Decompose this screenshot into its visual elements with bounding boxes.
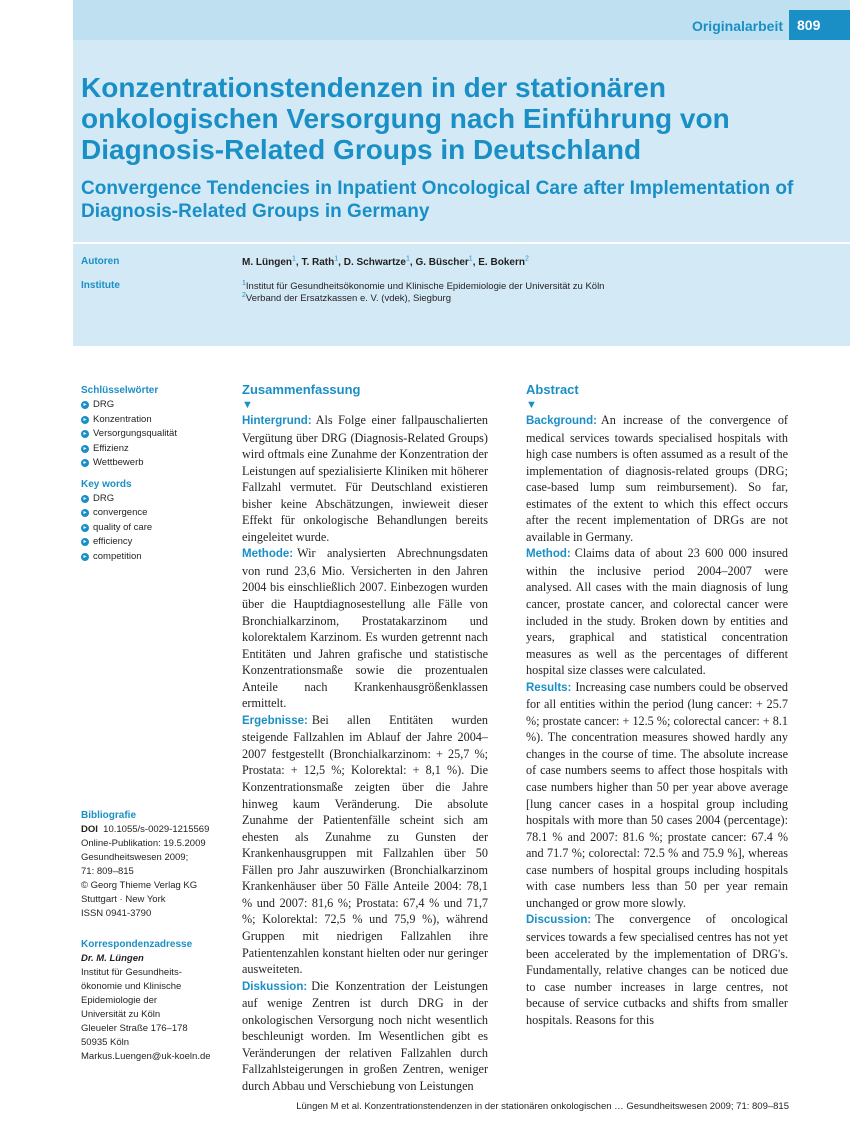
correspondence-line: Universität zu Köln — [81, 1009, 161, 1020]
abstract-paragraph — [242, 712, 488, 978]
paragraph-lead: Diskussion: — [242, 980, 308, 993]
correspondence-line: 50935 Köln — [81, 1037, 130, 1048]
keyword-text: quality of care — [93, 521, 153, 533]
paragraph-text: Wir analysierten Abrechnungsdaten von rund 23,6 Mio. Versicherten in den Jahren 2004 bis einschließlich 2007. Einbezogen wurden über die Hauptdiagnosestellung alle Fälle von Bronchialkarzinom, Prostatakarzinom und kolorektalem Karzinom. Es wurden getrennt nach Entitäten und Jahren grafische und statistische Konzentrationsmaße sowie die prozentualen Anteile nach Krankenhausgrößenklassen ermittelt. — [242, 546, 488, 711]
keyword-item — [81, 506, 231, 521]
page-number: 809 — [789, 10, 850, 40]
author: T. Rath$^1$, — [301, 256, 344, 269]
keyword-text: competition — [93, 550, 142, 562]
section-label: Originalarbeit — [691, 18, 783, 34]
author: E. Bokern$^2$ — [478, 256, 529, 269]
affiliation: $^2$Verband der Ersatzkassen e. V. (vdek), Siegburg — [242, 292, 451, 305]
keyword-text: Versorgungsqualität — [93, 428, 177, 440]
bibliography-block — [81, 809, 231, 921]
paragraph-text: An increase of the convergence of medical services towards specialised hospitals with high case numbers is often assumed as a result of the implementation of diagnosis-related groups (DRG; case-based lump sum reimbursement). So far, estimates of the extent to which this effect occurs after the recent implementation of DRGs are not available in Germany. — [526, 413, 788, 544]
abstract-column — [526, 381, 788, 1028]
abstract-paragraph — [526, 545, 788, 678]
paragraph-lead: Ergebnisse: — [242, 714, 308, 727]
keyword-item — [81, 398, 231, 413]
keyword-text: Effizienz — [93, 442, 129, 454]
triangle-down-icon: ▼ — [526, 399, 537, 411]
correspondence-line: Epidemiologie der — [81, 995, 158, 1006]
keywords-block — [81, 384, 231, 564]
author: M. Lüngen$^1$, — [242, 256, 302, 269]
paragraph-lead: Method: — [526, 548, 571, 561]
correspondence-name: Dr. M. Lüngen — [81, 953, 144, 964]
paragraph-text: Claims data of about 23 600 000 insured within the inclusive period 2004–2007 were analysed. All cases with the main diagnosis of lung cancer, prostate cancer, and colorectal cancer were included in the study. Broken down by entities and years, graphical and statistical concentration measures as well as the percentages of different hospital size classes were calculated. — [526, 546, 788, 678]
correspondence-block — [81, 938, 231, 1064]
bullet-icon: ▸ — [81, 495, 89, 503]
keyword-text: Wettbewerb — [93, 457, 144, 469]
paragraph-text: The convergence of oncological services towards a few specialised centres has not yet been accelerated by the implementation of DRG's. Fundamentally, relative changes can be noticed due to case number increases in large centres, not because of service cutbacks and shifts from smaller hospitals. Reasons for this — [526, 912, 788, 1027]
header-band — [73, 0, 850, 346]
correspondence-line: Gleueler Straße 176–178 — [81, 1023, 188, 1034]
bibliography-line: © Georg Thieme Verlag KG — [81, 880, 198, 891]
bibliography-line: ISSN 0941-3790 — [81, 908, 152, 919]
author: G. Büscher$^1$, — [415, 256, 479, 269]
authors-list — [242, 256, 529, 268]
bullet-icon: ▸ — [81, 509, 89, 517]
title-english: Convergence Tendencies in Inpatient Oncological Care after Implementation of Diagnosis-Related Groups in Germany — [81, 178, 794, 222]
abstract-heading: Abstract — [526, 382, 579, 397]
keywords-de-label: Schlüsselwörter — [81, 385, 159, 396]
keyword-item — [81, 535, 231, 550]
doi-line: DOI 10.1055/s-0029-1215569 — [81, 824, 210, 835]
keyword-text: convergence — [93, 507, 148, 519]
paragraph-text: Bei allen Entitäten wurden steigende Fallzahlen im Ablauf der Jahre 2004–2007 festgestellt (Bronchialkarzinom: + 25,7 %; Prostata: + 12,5 %; Kolorektal: + 8,1 %). Die Konzentrationsmaße zeigten über die Jahre hinweg kaum Veränderung. Die absolute Zunahme der Patientenfälle scheint sich am ehesten als Zunahme zu Gunsten der Krankenhausgruppen mit Fallzahlen über 50 Fällen pro Jahr auszuwirken (Bronchialkarzinom Krankenhäuser über 50 Fälle Anteile 2004: 78,1 % und 2007: 81,6 %; Prostata: 67,4 % und 71,7 %; Kolorektal: 72,5 % und 75,9 %), während Gruppen mit niedrigen Fallzahlen ihre Patientenzahlen konstant hielten oder nur geringer ausweiteten. — [242, 712, 488, 977]
abstract-paragraph — [242, 978, 488, 1095]
correspondence-line: ökonomie und Klinische — [81, 981, 182, 992]
paragraph-lead: Results: — [526, 681, 572, 694]
bibliography-label: Bibliografie — [81, 810, 137, 821]
triangle-down-icon: ▼ — [242, 399, 253, 411]
bullet-icon: ▸ — [81, 553, 89, 561]
keyword-text: DRG — [93, 399, 115, 411]
paragraph-lead: Discussion: — [526, 914, 592, 927]
paragraph-text: Die Konzentration der Leistungen auf wenige Zentren ist durch DRG in der onkologischen Versorgung noch nicht wesentlich beschleunigt worden. Im Wesentlichen gibt es Veränderungen der relativen Fallzahlen durch Fallzahlsteigerungen in großen Zentren, weniger durch Abbau und Verschiebung von Leistungen — [242, 978, 488, 1093]
abstract-paragraph — [526, 412, 788, 545]
zusammenfassung-column — [242, 381, 488, 1094]
keyword-item — [81, 413, 231, 428]
authors-label: Autoren — [81, 256, 120, 267]
abstract-paragraph — [242, 412, 488, 545]
bibliography-line: Gesundheitswesen 2009; — [81, 852, 189, 863]
paragraph-lead: Hintergrund: — [242, 415, 312, 427]
author: D. Schwartze$^1$, — [343, 256, 416, 269]
abstract-paragraph — [242, 545, 488, 711]
paragraph-text: Als Folge einer fallpauschalierten Vergütung über DRG (Diagnosis-Related Groups) wird oftmals eine Zunahme der Konzentration der Leistungen auf spezialisierte Kliniken mit höherer Fallzahl vermutet. Für Deutschland existieren bisher keine Abschätzungen, inwieweit dieser Effekt für onkologische Behandlungen bereits eingeleitet wurde. — [242, 413, 488, 544]
correspondence-line: Markus.Luengen@uk-koeln.de — [81, 1051, 211, 1062]
page-footer: Lüngen M et al. Konzentrationstendenzen in der stationären onkologischen … Gesundheitswesen 2009; 71: 809–815 — [296, 1101, 789, 1112]
band-divider — [73, 242, 850, 244]
keyword-text: efficiency — [93, 536, 133, 548]
keywords-en-label: Key words — [81, 478, 132, 490]
bibliography-line: 71: 809–815 — [81, 866, 134, 877]
keyword-text: DRG — [93, 492, 115, 504]
correspondence-label: Korrespondenzadresse — [81, 939, 193, 950]
bullet-icon: ▸ — [81, 524, 89, 532]
paragraph-text: Increasing case numbers could be observed for all entities within the period (lung cancer: + 25.7 %; prostate cancer: + 12.5 %; colorectal cancer: + 8.1 %). The concentration measures showed hardly any changes in the course of time. The absolute increase of case numbers seems to affect those hospitals with case numbers higher than 50 per year above average [lung cancer cases in a hospital group including hospitals with more than 50 cases 2004 (percentage): 78.1 % and 2007: 81.6 %; prostate cancer: 67.4 % and 71.7 %; colorectal: 72.5 % and 75.9 %], whereas case numbers of hospital groups including hospitals with case numbers less than 50 per year remain unchanged or grow more slowly. — [526, 679, 788, 910]
keyword-item — [81, 550, 231, 565]
bullet-icon: ▸ — [81, 459, 89, 467]
abstract-paragraph — [526, 911, 788, 1028]
bullet-icon: ▸ — [81, 401, 89, 409]
affiliation: $^1$Institut für Gesundheitsökonomie und Klinische Epidemiologie der Universität zu Köln — [242, 280, 605, 293]
title-german: Konzentrationstendenzen in der stationären onkologischen Versorgung nach Einführung von Diagnosis-Related Groups in Deutschland — [81, 72, 730, 165]
bibliography-line: Stuttgart · New York — [81, 894, 166, 905]
bullet-icon: ▸ — [81, 445, 89, 453]
keyword-item — [81, 456, 231, 471]
zusammenfassung-heading: Zusammenfassung — [242, 382, 361, 397]
institutes-label: Institute — [81, 280, 120, 291]
paragraph-lead: Methode: — [242, 548, 294, 561]
abstract-paragraph — [526, 679, 788, 912]
paragraph-lead: Background: — [526, 415, 597, 427]
keyword-item — [81, 492, 231, 507]
bullet-icon: ▸ — [81, 416, 89, 424]
bullet-icon: ▸ — [81, 430, 89, 438]
correspondence-line: Institut für Gesundheits- — [81, 967, 182, 978]
bibliography-line: Online-Publikation: 19.5.2009 — [81, 838, 206, 849]
keyword-item — [81, 427, 231, 442]
keyword-item — [81, 442, 231, 457]
bullet-icon: ▸ — [81, 538, 89, 546]
keyword-item — [81, 521, 231, 536]
keyword-text: Konzentration — [93, 413, 152, 425]
